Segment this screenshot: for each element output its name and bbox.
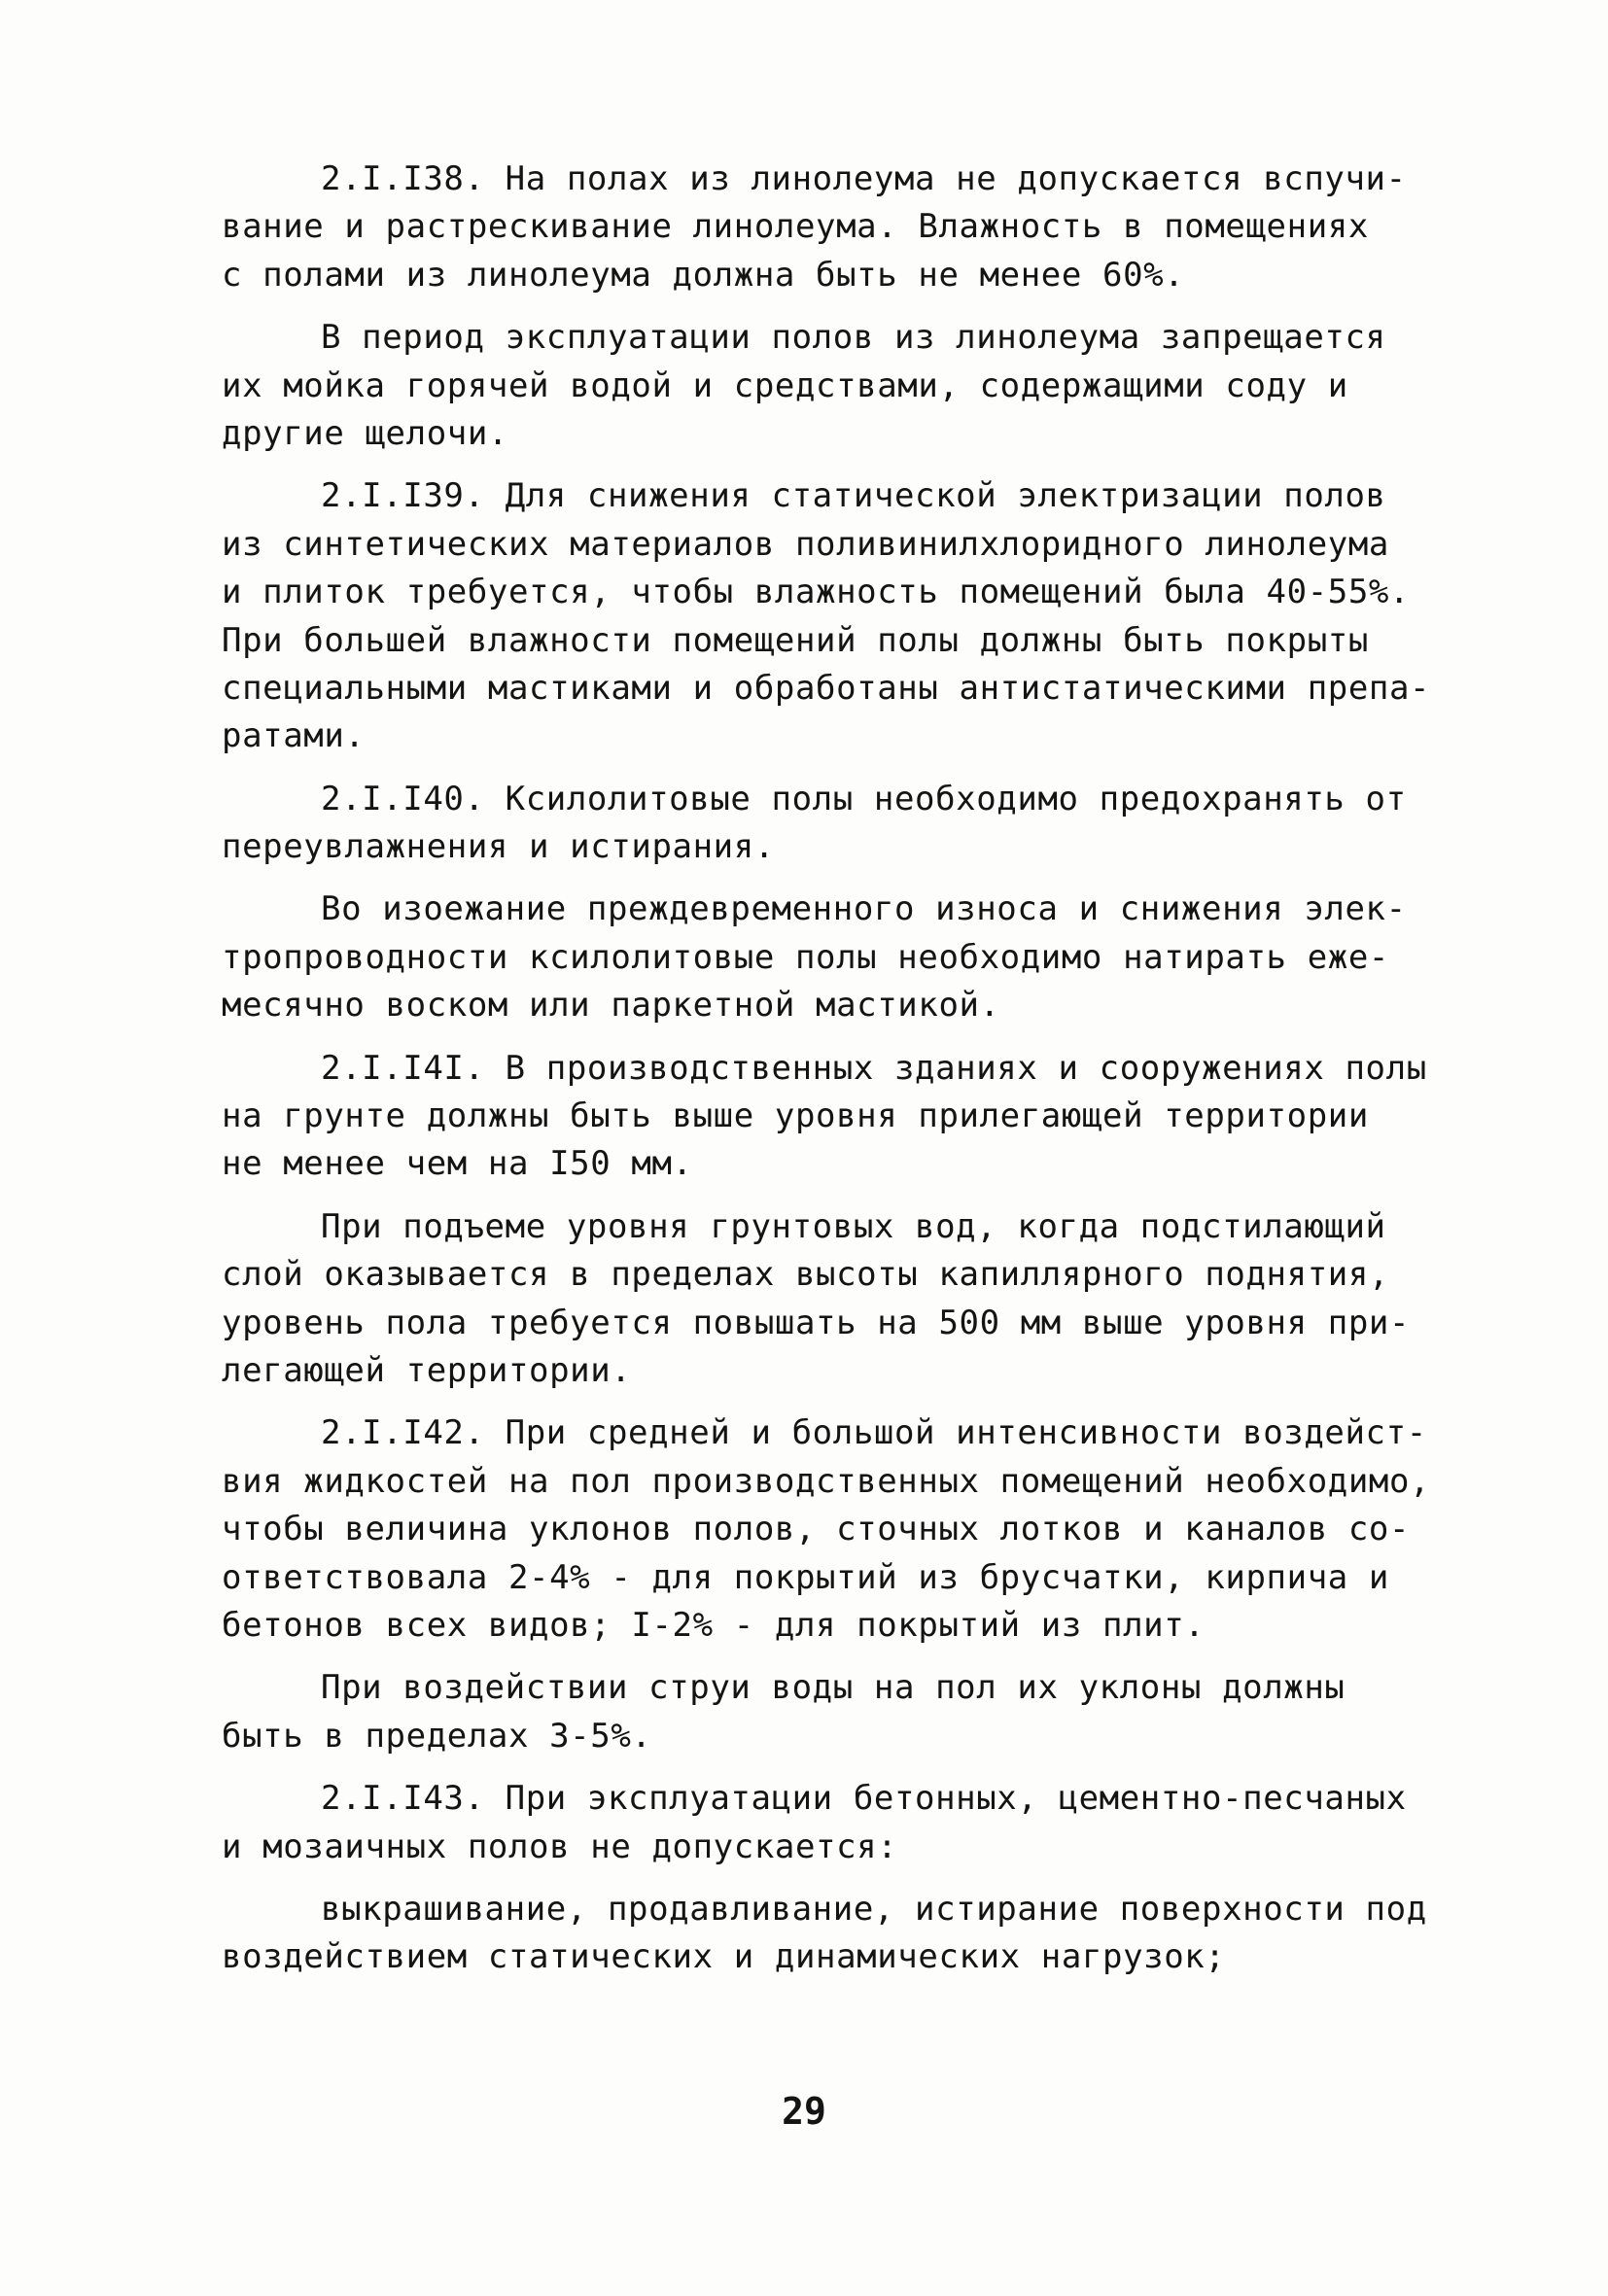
text-line: бетонов всех видов; I-2% - для покрытий из плит. [222, 1605, 1206, 1645]
text-line: их мойка горячей водой и средствами, содержащими соду и [222, 365, 1348, 405]
text-line: слой оказывается в пределах высоты капиллярного поднятия, [222, 1255, 1389, 1295]
text-line: 2.I.I39. Для снижения статической электризации полов [321, 476, 1386, 516]
text-line: специальными мастиками и обработаны антистатическими препа- [222, 668, 1431, 708]
paragraph-2-1-138 [222, 156, 1427, 299]
paragraph-2-1-140 [222, 776, 1427, 872]
text-line: переувлажнения и истирания. [222, 827, 775, 867]
text-line: В период эксплуатации полов из линолеума запрещается [321, 318, 1386, 358]
paragraph-xylolite-waxing [222, 886, 1427, 1029]
paragraph-linoleum-cleaning [222, 314, 1427, 458]
text-line: выкрашивание, продавливание, истирание поверхности под [321, 1889, 1427, 1929]
paragraph-groundwater [222, 1203, 1427, 1396]
text-line: ответствовала 2-4% - для покрытий из брусчатки, кирпича и [222, 1557, 1389, 1597]
paragraph-2-1-142 [222, 1409, 1431, 1650]
text-line: с полами из линолеума должна быть не менее 60%. [222, 255, 1185, 295]
paragraph-2-1-141 [222, 1045, 1427, 1189]
body-text [222, 156, 1431, 1997]
text-line: 2.I.I40. Ксилолитовые полы необходимо предохранять от [321, 779, 1407, 818]
text-line: вание и растрескивание линолеума. Влажность в помещениях [222, 207, 1369, 247]
text-line: и мозаичных полов не допускается: [222, 1826, 898, 1866]
text-line: 2.I.I38. На полах из линолеума не допускается вспучи- [321, 159, 1407, 198]
text-line: При подъеме уровня грунтовых вод, когда подстилающий [321, 1206, 1386, 1246]
text-line: другие щелочи. [222, 413, 508, 453]
text-line: на грунте должны быть выше уровня прилегающей территории [222, 1096, 1369, 1136]
text-line: ратами. [222, 716, 366, 756]
text-line: не менее чем на I50 мм. [222, 1144, 693, 1184]
text-line: 2.I.I42. При средней и большой интенсивности воздейст- [321, 1413, 1427, 1453]
text-line: чтобы величина уклонов полов, сточных лотков и каналов со- [222, 1510, 1411, 1549]
text-line: вия жидкостей на пол производственных помещений необходимо, [222, 1461, 1431, 1501]
text-line: тропроводности ксилолитовые полы необходимо натирать еже- [222, 937, 1389, 977]
text-line: и плиток требуется, чтобы влажность помещений была 40-55%. [222, 573, 1411, 612]
paragraph-crumbling [222, 1886, 1427, 1982]
text-line: из синтетических материалов поливинилхлоридного линолеума [222, 524, 1389, 564]
text-line: 2.I.I4I. В производственных зданиях и сооружениях полы [321, 1048, 1427, 1088]
text-line: При большей влажности помещений полы должны быть покрыты [222, 620, 1369, 660]
text-line: воздействием статических и динамических нагрузок; [222, 1937, 1226, 1977]
paragraph-water-jet [222, 1664, 1427, 1760]
text-line: месячно воском или паркетной мастикой. [222, 986, 1000, 1026]
text-line: уровень пола требуется повышать на 500 мм выше уровня при- [222, 1303, 1411, 1342]
text-line: Во изоежание преждевременного износа и снижения элек- [321, 889, 1407, 929]
text-line: легающей территории. [222, 1350, 632, 1390]
text-line: быть в пределах 3-5%. [222, 1716, 652, 1756]
paragraph-2-1-143 [222, 1775, 1427, 1871]
paragraph-2-1-139 [222, 472, 1431, 760]
page-number: 29 [782, 2090, 826, 2133]
text-line: 2.I.I43. При эксплуатации бетонных, цементно-песчаных [321, 1779, 1407, 1819]
text-line: При воздействии струи воды на пол их уклоны должны [321, 1668, 1346, 1708]
